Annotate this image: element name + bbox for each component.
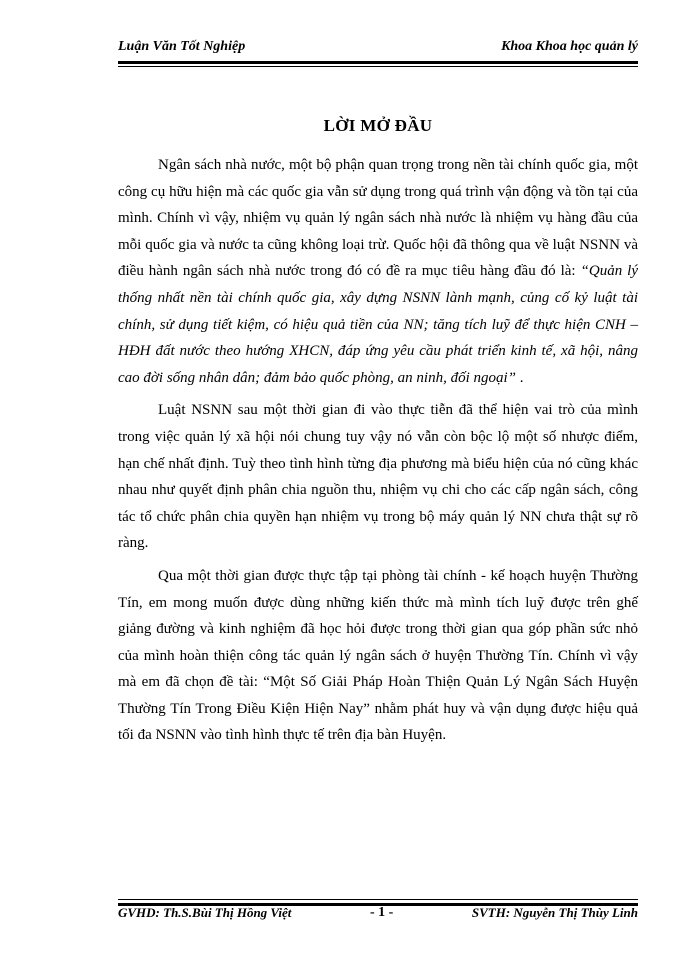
document-title: LỜI MỞ ĐẦU xyxy=(323,116,433,135)
header-thesis-label: Luận Văn Tốt Nghiệp xyxy=(118,39,246,54)
footer-supervisor: GVHD: Th.S.Bùi Thị Hồng Việt xyxy=(118,905,292,920)
footer-divider-thin xyxy=(118,899,638,900)
paragraph-3: Qua một thời gian được thực tập tại phòng tài chính - kế hoạch huyện Thường Tín, em mong muốn được dùng những kiến thức mà mình tích luỹ được trên ghế giảng đường và kinh nghiệm đã học hỏi được trong thời gian qua góp phần sức nhỏ của mình hoàn thiện công tác quản lý ngân sách ở huyện Thường Tín. Chính vì vậy mà em đã chọn đề tài: “Một Số Giải Pháp Hoàn Thiện Quản Lý Ngân Sách Huyện Thường Tín Trong Điều Kiện Hiện Nay” nhằm phát huy và vận dụng được hiệu quả tối đa NSNN vào tình hình thực tế trên địa bàn Huyện. xyxy=(118,567,638,744)
paragraph-1-quote: “Quản lý thống nhất nền tài chính quốc gia, xây dựng NSNN lành mạnh, củng cố kỷ luật tài chính, sử dụng tiết kiệm, có hiệu quả tiền của NN; tăng tích luỹ để thực hiện CNH – HĐH đất nước theo hướng XHCN, đáp ứng yêu cầu phát triển kinh tế, xã hội, nâng cao đời sống nhân dân; đảm bảo quốc phòng, an ninh, đối ngoại” xyxy=(118,263,638,386)
page-footer xyxy=(118,903,638,923)
paragraph-2: Luật NSNN sau một thời gian đi vào thực tiễn đã thể hiện vai trò của mình trong việc quản lý xã hội nói chung tuy vậy nó vẫn còn bộc lộ một số nhược điểm, hạn chế nhất định. Tuỳ theo tình hình từng địa phương mà biểu hiện của nó cũng khác nhau như quyết định phân chia nguồn thu, nhiệm vụ chi cho các cấp ngân sách, công tác tổ chức phân chia quyền hạn nhiệm vụ trong bộ máy quản lý NN chưa thật sự rõ ràng. xyxy=(118,402,638,552)
document-body xyxy=(118,152,638,755)
paragraph-1-end: . xyxy=(516,369,524,386)
page-number: - 1 - xyxy=(369,905,394,920)
page-header xyxy=(118,37,638,57)
paragraph-1 xyxy=(118,152,638,391)
footer-student: SVTH: Nguyễn Thị Thùy Linh xyxy=(471,905,638,920)
header-divider-thick xyxy=(118,61,638,64)
header-divider-thin xyxy=(118,66,638,67)
paragraph-1-text: Ngân sách nhà nước, một bộ phận quan trọng trong nền tài chính quốc gia, một công cụ hữu hiện mà các quốc gia vẫn sử dụng trong quá trình vận động và tồn tại của mình. Chính vì vậy, nhiệm vụ quản lý ngân sách nhà nước là nhiệm vụ hàng đầu của mỗi quốc gia và nước ta cũng không loại trừ. Quốc hội đã thông qua về luật NSNN và điều hành ngân sách nhà nước trong đó có đề ra mục tiêu hàng đầu đó là: xyxy=(118,157,638,280)
header-faculty-label: Khoa Khoa học quản lý xyxy=(501,39,638,54)
